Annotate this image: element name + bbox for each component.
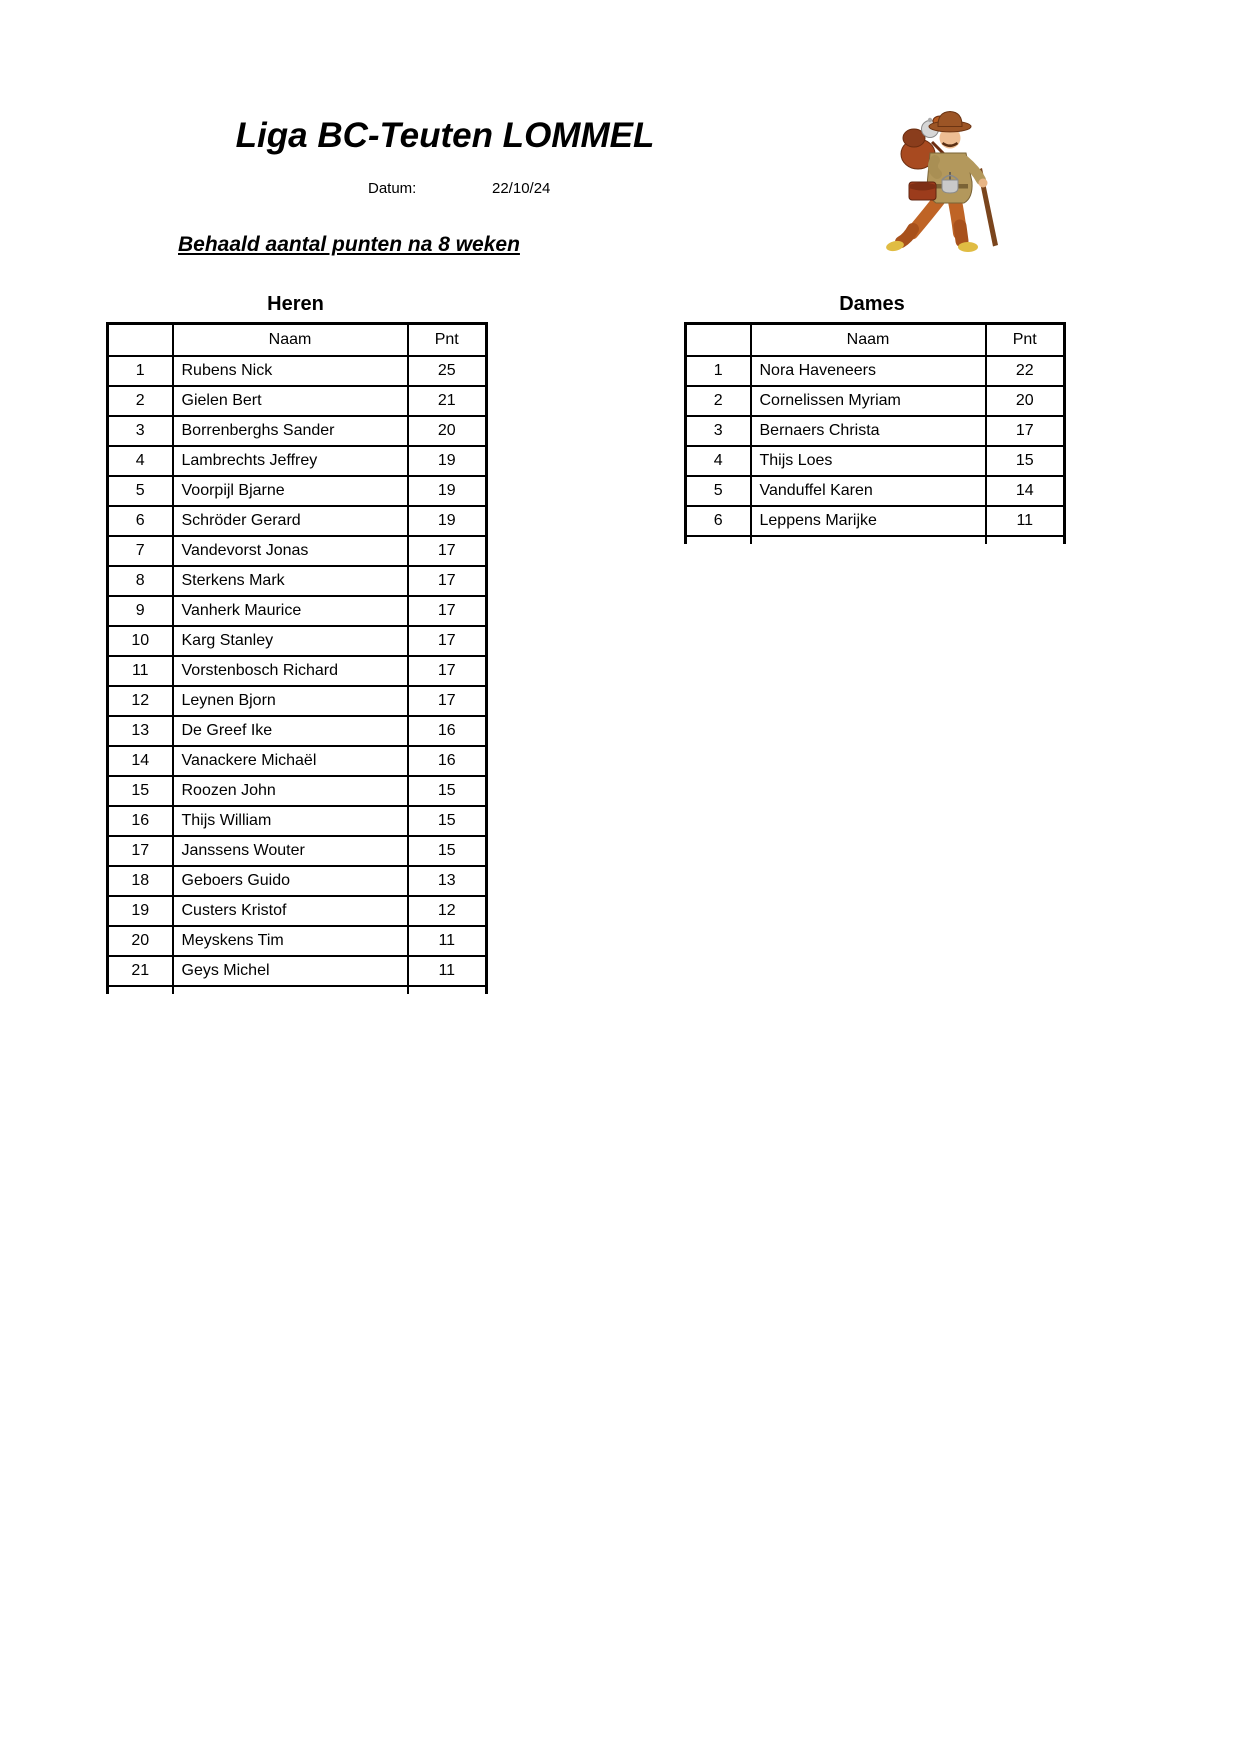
points-cell: 17 bbox=[408, 626, 487, 656]
heren-heading: Heren bbox=[267, 293, 324, 315]
points-column-header: Pnt bbox=[408, 324, 487, 356]
name-cell: Gielen Bert bbox=[173, 386, 408, 416]
table-row bbox=[108, 536, 487, 566]
rank-cell: 14 bbox=[108, 746, 173, 776]
rank-cell: 3 bbox=[686, 416, 751, 446]
name-cell: Nora Haveneers bbox=[751, 356, 986, 386]
table-row bbox=[108, 626, 487, 656]
name-cell: Karg Stanley bbox=[173, 626, 408, 656]
points-cell: 12 bbox=[408, 896, 487, 926]
table-row bbox=[686, 416, 1065, 446]
rank-cell: 6 bbox=[108, 506, 173, 536]
points-cell: 14 bbox=[986, 476, 1065, 506]
rank-cell: 10 bbox=[108, 626, 173, 656]
rank-cell: 1 bbox=[686, 356, 751, 386]
name-cell: Vanherk Maurice bbox=[173, 596, 408, 626]
table-cutoff-row bbox=[686, 536, 1065, 544]
points-cell: 15 bbox=[408, 806, 487, 836]
name-cell: Leynen Bjorn bbox=[173, 686, 408, 716]
table-row bbox=[108, 956, 487, 986]
rank-cell: 17 bbox=[108, 836, 173, 866]
rank-cell: 4 bbox=[108, 446, 173, 476]
table-row bbox=[108, 806, 487, 836]
name-cell: Geys Michel bbox=[173, 956, 408, 986]
points-cell: 17 bbox=[408, 656, 487, 686]
rank-cell: 6 bbox=[686, 506, 751, 536]
name-cell: Geboers Guido bbox=[173, 866, 408, 896]
name-cell: De Greef Ike bbox=[173, 716, 408, 746]
table-row bbox=[108, 356, 487, 386]
name-cell: Thijs William bbox=[173, 806, 408, 836]
name-cell: Bernaers Christa bbox=[751, 416, 986, 446]
name-cell: Vorstenbosch Richard bbox=[173, 656, 408, 686]
rank-cell: 4 bbox=[686, 446, 751, 476]
name-cell: Schröder Gerard bbox=[173, 506, 408, 536]
points-cell: 20 bbox=[408, 416, 487, 446]
points-cell: 22 bbox=[986, 356, 1065, 386]
table-row bbox=[108, 476, 487, 506]
points-cell: 11 bbox=[408, 926, 487, 956]
table-row bbox=[108, 866, 487, 896]
table-row bbox=[108, 656, 487, 686]
rank-cell: 19 bbox=[108, 896, 173, 926]
name-cell: Vandevorst Jonas bbox=[173, 536, 408, 566]
rank-cell: 9 bbox=[108, 596, 173, 626]
rank-cell: 3 bbox=[108, 416, 173, 446]
table-row bbox=[108, 836, 487, 866]
table-row bbox=[108, 746, 487, 776]
points-cell: 25 bbox=[408, 356, 487, 386]
name-cell: Roozen John bbox=[173, 776, 408, 806]
rank-column-header bbox=[686, 324, 751, 356]
points-cell: 17 bbox=[408, 566, 487, 596]
points-cell: 17 bbox=[986, 416, 1065, 446]
name-cell: Janssens Wouter bbox=[173, 836, 408, 866]
rank-cell: 5 bbox=[686, 476, 751, 506]
points-cell: 15 bbox=[408, 836, 487, 866]
rank-cell: 7 bbox=[108, 536, 173, 566]
dames-table bbox=[684, 322, 1066, 544]
name-cell: Meyskens Tim bbox=[173, 926, 408, 956]
header-row bbox=[108, 324, 487, 356]
dames-heading: Dames bbox=[839, 293, 905, 315]
document-subtitle: Behaald aantal punten na 8 weken bbox=[178, 233, 520, 256]
header-row bbox=[686, 324, 1065, 356]
points-cell: 17 bbox=[408, 596, 487, 626]
points-cell: 20 bbox=[986, 386, 1065, 416]
name-cell: Thijs Loes bbox=[751, 446, 986, 476]
rank-cell: 2 bbox=[108, 386, 173, 416]
table-row bbox=[108, 416, 487, 446]
rank-cell: 21 bbox=[108, 956, 173, 986]
points-cell: 19 bbox=[408, 506, 487, 536]
table-row bbox=[686, 476, 1065, 506]
points-cell: 19 bbox=[408, 476, 487, 506]
rank-cell: 13 bbox=[108, 716, 173, 746]
points-column-header: Pnt bbox=[986, 324, 1065, 356]
name-cell: Borrenberghs Sander bbox=[173, 416, 408, 446]
name-cell: Cornelissen Myriam bbox=[751, 386, 986, 416]
dames-table-container bbox=[684, 322, 1066, 544]
rank-cell: 2 bbox=[686, 386, 751, 416]
points-cell: 16 bbox=[408, 746, 487, 776]
table-row bbox=[108, 686, 487, 716]
table-cutoff-row bbox=[108, 986, 487, 994]
heren-table-container bbox=[106, 322, 488, 994]
rank-cell: 11 bbox=[108, 656, 173, 686]
table-row bbox=[686, 356, 1065, 386]
rank-cell: 18 bbox=[108, 866, 173, 896]
name-cell: Voorpijl Bjarne bbox=[173, 476, 408, 506]
points-cell: 19 bbox=[408, 446, 487, 476]
name-cell: Custers Kristof bbox=[173, 896, 408, 926]
points-cell: 11 bbox=[986, 506, 1065, 536]
table-row bbox=[686, 446, 1065, 476]
table-row bbox=[108, 386, 487, 416]
rank-cell: 15 bbox=[108, 776, 173, 806]
rank-cell: 20 bbox=[108, 926, 173, 956]
points-cell: 21 bbox=[408, 386, 487, 416]
points-cell: 17 bbox=[408, 686, 487, 716]
name-cell: Sterkens Mark bbox=[173, 566, 408, 596]
table-row bbox=[108, 506, 487, 536]
date-value: 22/10/24 bbox=[492, 180, 551, 197]
rank-cell: 12 bbox=[108, 686, 173, 716]
table-row bbox=[108, 896, 487, 926]
points-cell: 16 bbox=[408, 716, 487, 746]
teut-peddler-logo-icon bbox=[880, 96, 1020, 256]
rank-column-header bbox=[108, 324, 173, 356]
points-cell: 11 bbox=[408, 956, 487, 986]
table-row bbox=[686, 386, 1065, 416]
table-row bbox=[108, 596, 487, 626]
table-row bbox=[686, 506, 1065, 536]
rank-cell: 16 bbox=[108, 806, 173, 836]
rank-cell: 8 bbox=[108, 566, 173, 596]
page-title: Liga BC-Teuten LOMMEL bbox=[235, 116, 655, 155]
table-row bbox=[108, 716, 487, 746]
name-cell: Vanackere Michaël bbox=[173, 746, 408, 776]
points-cell: 15 bbox=[986, 446, 1065, 476]
name-column-header: Naam bbox=[173, 324, 408, 356]
name-cell: Lambrechts Jeffrey bbox=[173, 446, 408, 476]
table-row bbox=[108, 446, 487, 476]
date-label: Datum: bbox=[368, 180, 417, 197]
rank-cell: 5 bbox=[108, 476, 173, 506]
name-cell: Vanduffel Karen bbox=[751, 476, 986, 506]
table-row bbox=[108, 776, 487, 806]
heren-table bbox=[106, 322, 488, 994]
points-cell: 13 bbox=[408, 866, 487, 896]
points-cell: 15 bbox=[408, 776, 487, 806]
table-row bbox=[108, 926, 487, 956]
name-cell: Leppens Marijke bbox=[751, 506, 986, 536]
name-cell: Rubens Nick bbox=[173, 356, 408, 386]
points-cell: 17 bbox=[408, 536, 487, 566]
table-row bbox=[108, 566, 487, 596]
name-column-header: Naam bbox=[751, 324, 986, 356]
rank-cell: 1 bbox=[108, 356, 173, 386]
